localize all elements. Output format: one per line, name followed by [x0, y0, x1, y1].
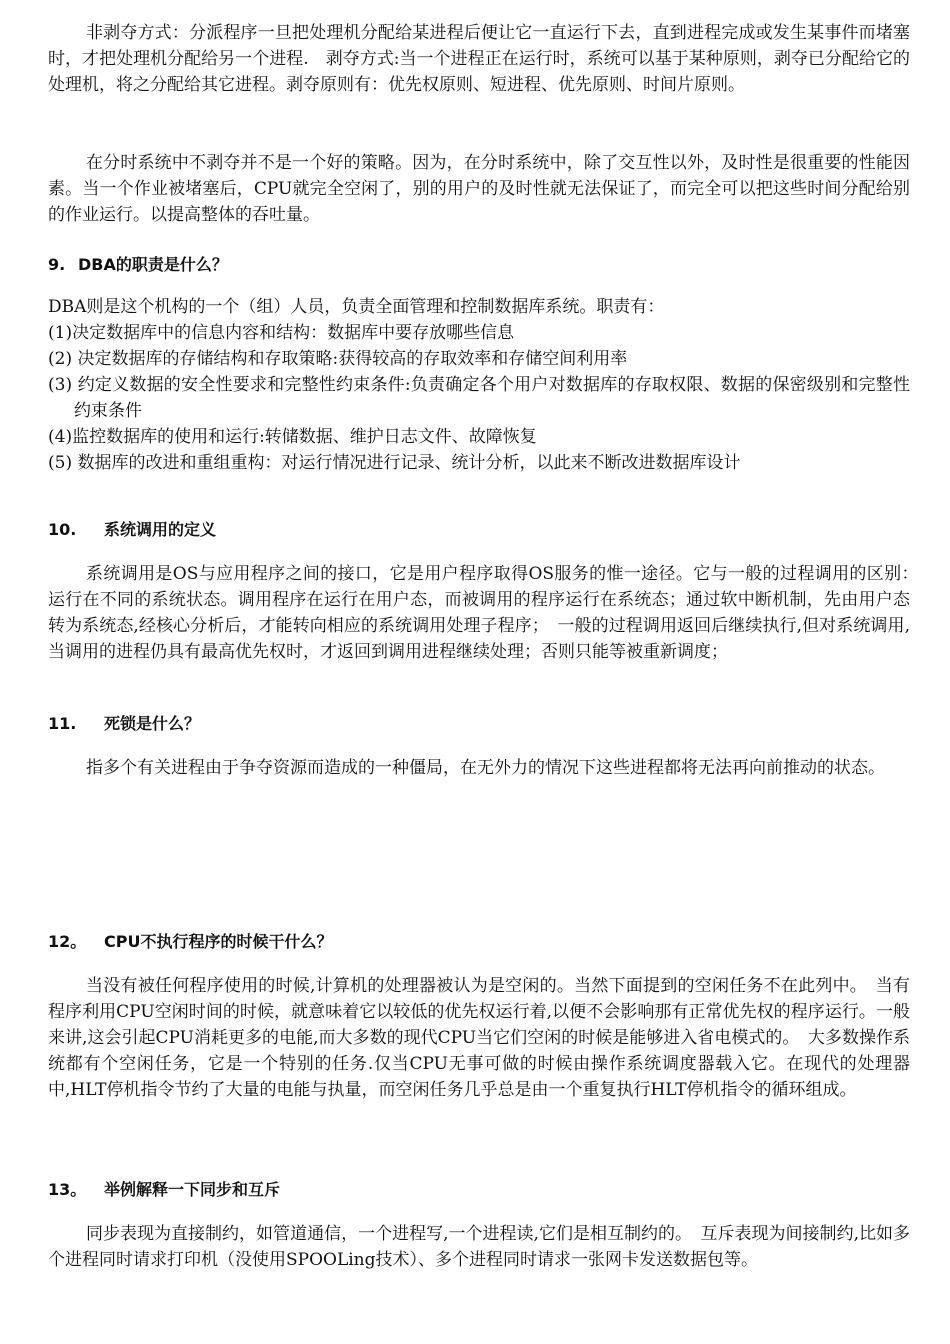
section-q10	[48, 517, 927, 665]
section-q13	[48, 1177, 910, 1273]
paragraph-deadlock: 指多个有关进程由于争夺资源而造成的一种僵局，在无外力的情况下这些进程都将无法再向前推动的状态。	[86, 758, 885, 778]
list-item: (3) 约定义数据的安全性要求和完整性约束条件:负责确定各个用户对数据库的存取权限、数据的保密级别和完整性约束条件	[48, 375, 910, 421]
section-q12	[48, 929, 910, 1103]
section-heading	[48, 252, 910, 278]
paragraph-timesharing: 在分时系统中不剥夺并不是一个好的策略。因为，在分时系统中，除了交互性以外，及时性是很重要的性能因素。当一个作业被堵塞后，CPU就完全空闲了，别的用户的及时性就无法保证了，而完全可以把这些时间分配给别的作业运行。以提高整体的吞吐量。	[48, 153, 910, 225]
paragraph-cpu-idle: 当没有被任何程序使用的时候,计算机的处理器被认为是空闲的。当然下面提到的空闲任务不在此列中。 当有程序利用CPU空闲时间的时候，就意味着它以较低的优先权运行着,以便不会影响那有正常优先权的程序运行。一般来讲,这会引起CPU消耗更多的电能,而大多数的现代CPU当它们空闲的时候是能够进入省电模式的。 大多数操作系统都有个空闲任务，它是一个特别的任务.仅当CPU无事可做的时候由操作系统调度器载入它。在现代的处理器中,HLT停机指令节约了大量的电能与执量，而空闲任务几乎总是由一个重复执行HLT停机指令的循环组成。	[48, 976, 910, 1100]
section-title: 死锁是什么？	[104, 714, 201, 733]
paragraph-syscall: 系统调用是OS与应用程序之间的接口，它是用户程序取得OS服务的惟一途径。它与一般的过程调用的区别： 运行在不同的系统状态。调用程序在运行在用户态，而被调用的程序运行在系统态；通过软中断机制，先由用户态转为系统态,经核心分析后，才能转向相应的系统调用处理子程序； 一般的过程调用返回后继续执行,但对系统调用,当调用的进程仍具有最高优先权时，才返回到调用进程继续处理；否则只能等被重新调度；	[48, 564, 927, 662]
section-heading	[48, 1177, 910, 1203]
section-q9	[48, 252, 910, 476]
section-number: 12。	[48, 932, 87, 951]
section-title: DBA的职责是什么？	[78, 255, 228, 274]
section-heading	[48, 929, 910, 955]
section-title: 系统调用的定义	[104, 520, 217, 539]
section-number: 11.	[48, 714, 77, 733]
section-q11	[48, 711, 910, 781]
section-number: 9.	[48, 255, 66, 274]
paragraph-dba-intro: DBA则是这个机构的一个（组）人员，负责全面管理和控制数据库系统。职责有：	[48, 297, 665, 317]
list-item: (4)监控数据库的使用和运行:转储数据、维护日志文件、故障恢复	[48, 427, 537, 447]
list-item: (5) 数据库的改进和重组重构：对运行情况进行记录、统计分析，以此来不断改进数据库设计	[48, 453, 741, 473]
paragraph-preemption: 非剥夺方式：分派程序一旦把处理机分配给某进程后便让它一直运行下去，直到进程完成或发生某事件而堵塞时，才把处理机分配给另一个进程. 剥夺方式:当一个进程正在运行时，系统可以基于某种原则，剥夺已分配给它的处理机，将之分配给其它进程。剥夺原则有：优先权原则、短进程、优先原则、时间片原则。	[48, 23, 910, 95]
paragraph-sync-mutex: 同步表现为直接制约，如管道通信，一个进程写,一个进程读,它们是相互制约的。 互斥表现为间接制约,比如多个进程同时请求打印机（没使用SPOOLing技术）、多个进程同时请求一张网卡发送数据包等。	[48, 1224, 910, 1270]
list-item: (1)决定数据库中的信息内容和结构：数据库中要存放哪些信息	[48, 323, 515, 343]
section-heading	[48, 711, 910, 737]
list-item: (2) 决定数据库的存储结构和存取策略:获得较高的存取效率和存储空间利用率	[48, 349, 628, 369]
section-number: 10.	[48, 520, 77, 539]
section-number: 13。	[48, 1180, 87, 1199]
section-title: 举例解释一下同步和互斥	[104, 1180, 281, 1199]
section-title: CPU不执行程序的时候干什么？	[104, 932, 333, 951]
section-heading	[48, 517, 910, 543]
